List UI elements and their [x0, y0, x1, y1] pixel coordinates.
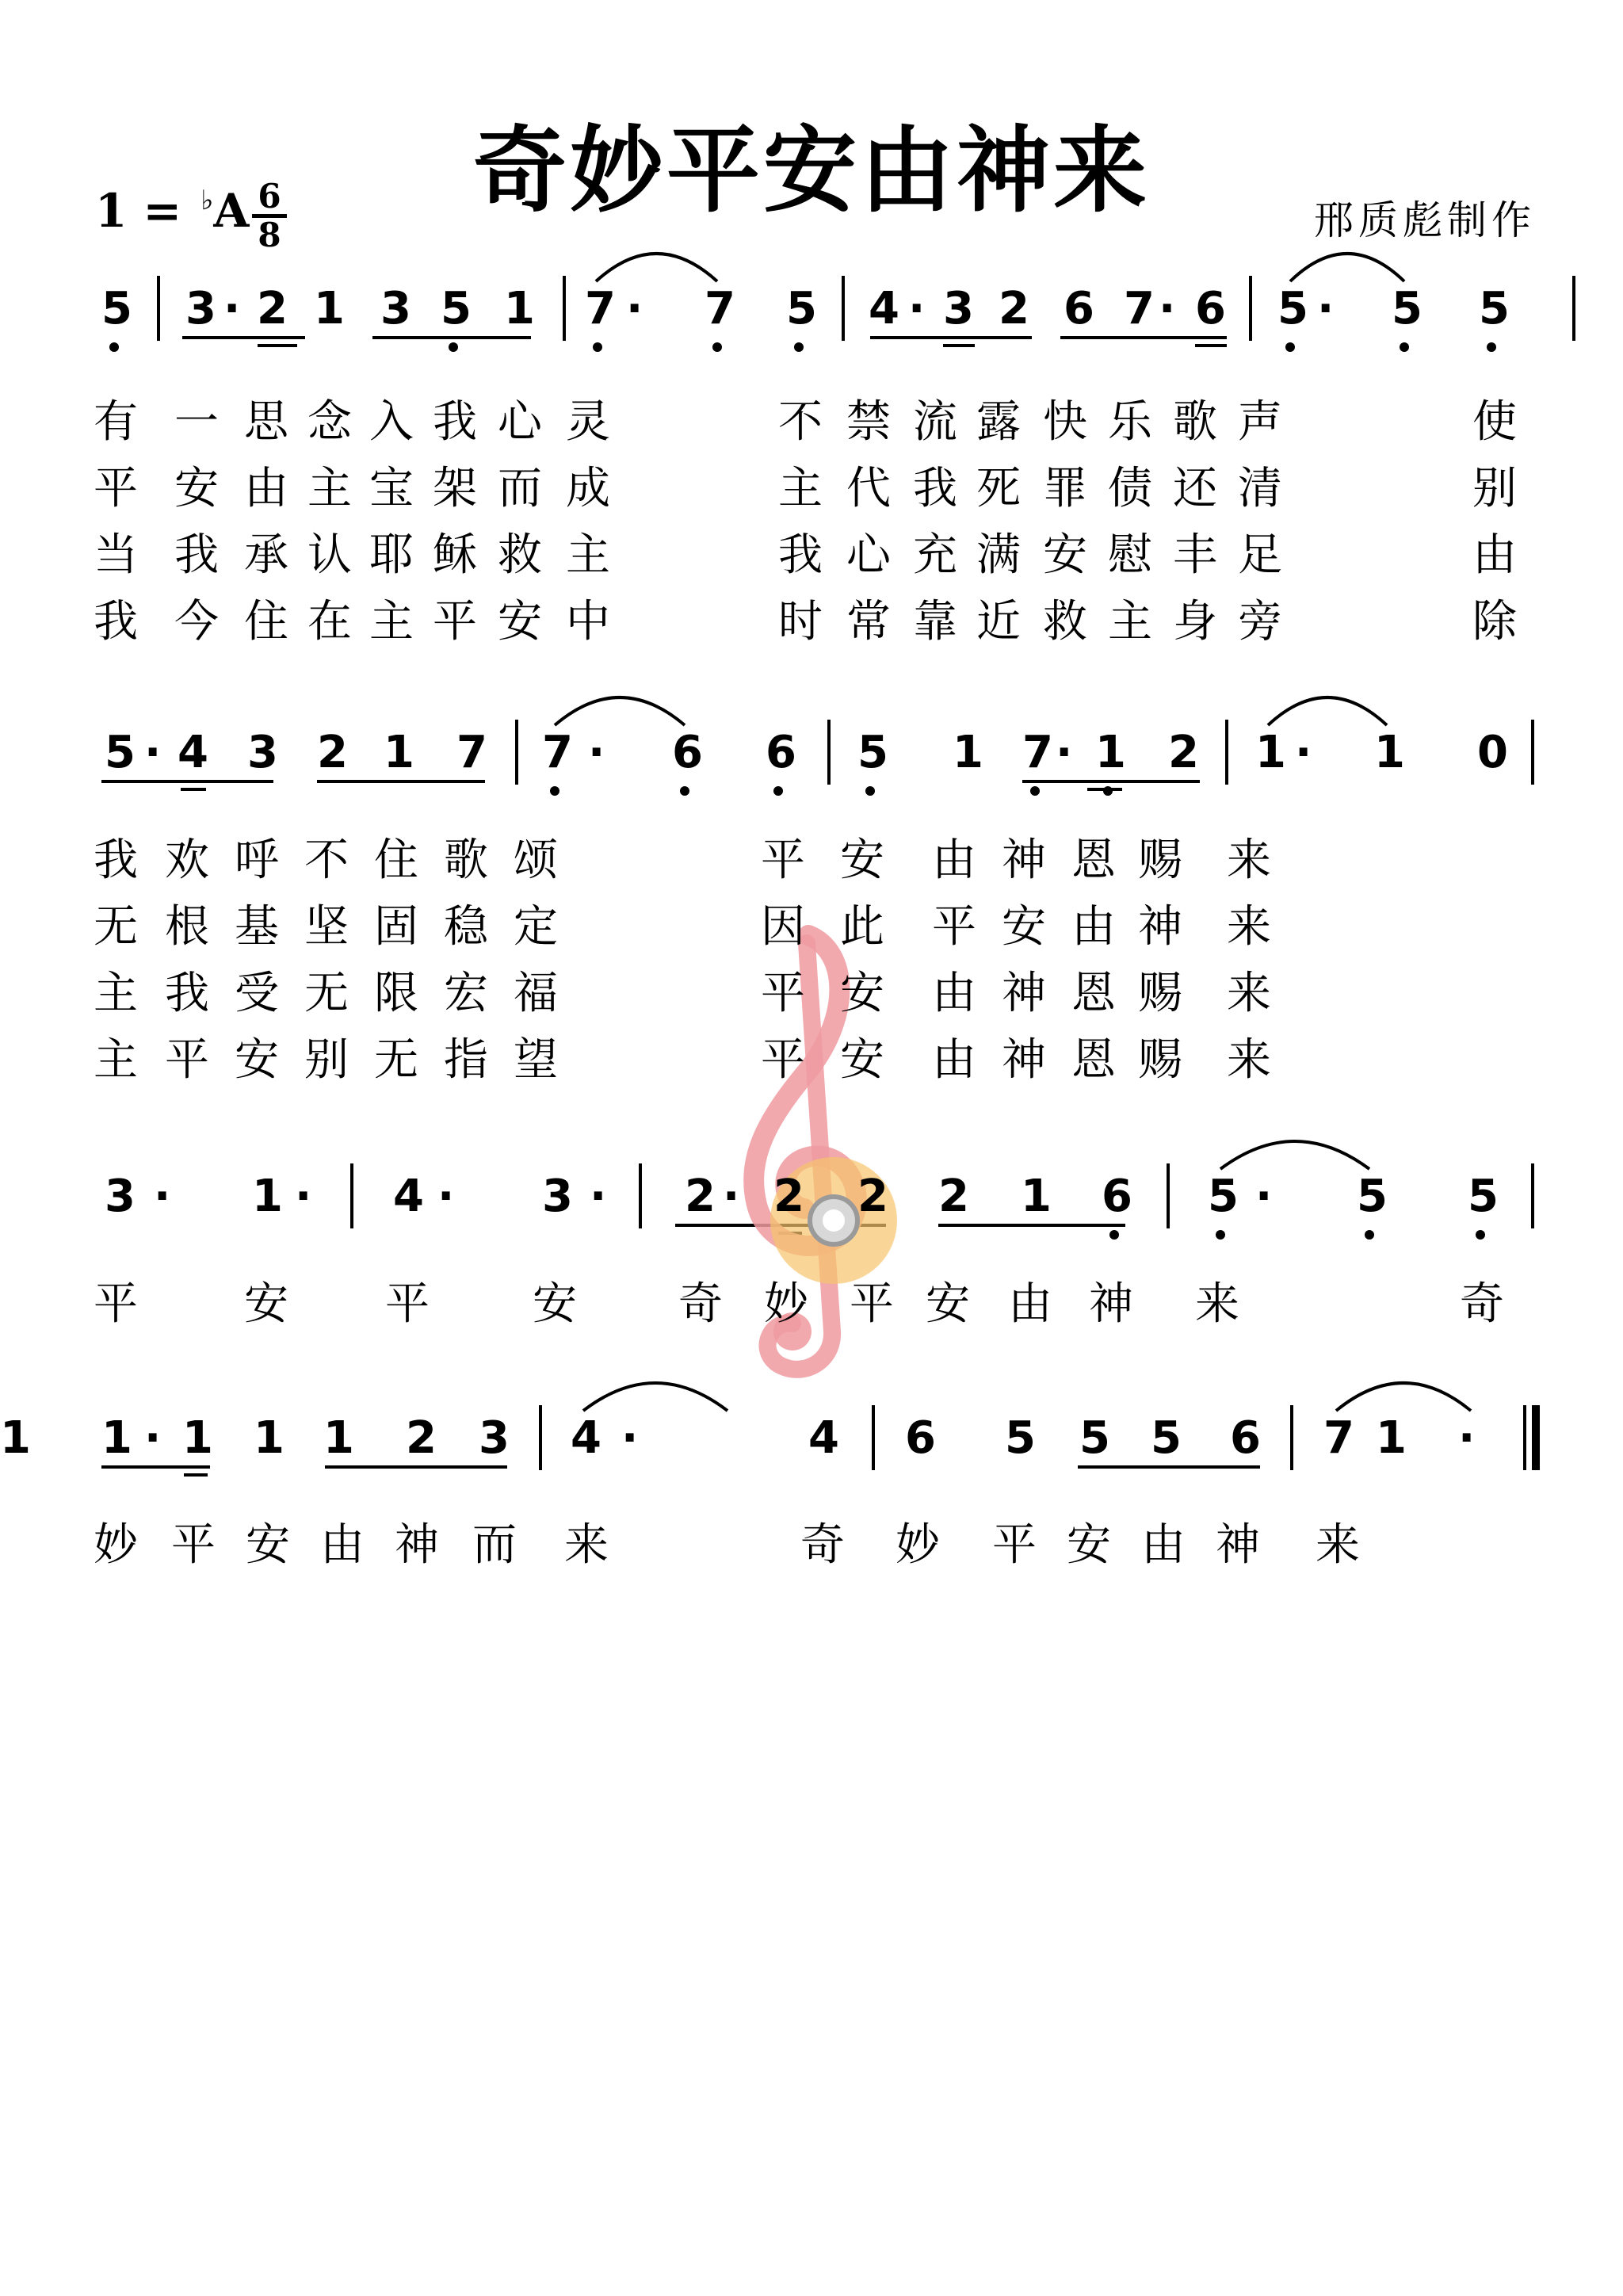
lyric-syllable: 妙 — [94, 1519, 138, 1571]
lyric-syllable: 流 — [913, 396, 957, 448]
duration-dot: · — [223, 283, 241, 334]
duration-dot: · — [144, 727, 162, 778]
lyric-syllable: 定 — [514, 901, 558, 953]
lyric-syllable: 我 — [94, 835, 138, 886]
low-octave-dot — [1400, 342, 1409, 352]
lyric-syllable: 死 — [976, 463, 1021, 514]
note-digit: 5 — [101, 283, 132, 334]
note-digit: 1 — [314, 283, 345, 334]
note-digit: 3 — [105, 1171, 136, 1222]
lyric-syllable: 平 — [992, 1519, 1037, 1571]
note-digit: 5 — [1005, 1412, 1036, 1464]
low-octave-dot — [550, 786, 559, 796]
low-octave-dot — [773, 786, 783, 796]
note-digit: 5 — [1357, 1171, 1388, 1222]
lyric-syllable: 住 — [244, 596, 288, 648]
lyric-syllable: 神 — [1089, 1278, 1133, 1330]
lyric-syllable: 心 — [498, 396, 542, 448]
lyric-syllable: 坚 — [304, 901, 349, 953]
lyric-syllable: 福 — [514, 968, 558, 1019]
lyric-syllable: 稳 — [444, 901, 488, 953]
lyric-syllable: 主 — [307, 463, 352, 514]
low-octave-dot — [712, 342, 722, 352]
note-digit: 5 — [1392, 283, 1423, 334]
lyric-syllable: 赐 — [1138, 968, 1182, 1019]
lyric-syllable: 安 — [235, 1034, 279, 1086]
note-digit: 1 — [182, 1412, 213, 1464]
lyric-syllable: 主 — [778, 463, 823, 514]
lyric-syllable: 此 — [840, 901, 884, 953]
note-digit: 5 — [1479, 283, 1510, 334]
lyric-syllable: 宝 — [369, 463, 414, 514]
note-digit: 4 — [571, 1412, 601, 1464]
note-digit: 3 — [479, 1412, 510, 1464]
lyric-syllable: 妙 — [896, 1519, 940, 1571]
note-digit: 1 — [252, 1171, 283, 1222]
lyric-syllable: 声 — [1238, 396, 1282, 448]
lyric-syllable: 恩 — [1071, 1034, 1116, 1086]
tie-arc — [1290, 254, 1404, 281]
low-octave-dot — [1285, 342, 1295, 352]
flat-sign: ♭ — [200, 185, 214, 216]
lyric-syllable: 由 — [1071, 901, 1116, 953]
lyric-syllable: 平 — [165, 1034, 209, 1086]
lyric-syllable: 救 — [1043, 596, 1087, 648]
note-digit: 1 — [1021, 1171, 1052, 1222]
lyric-syllable: 除 — [1472, 596, 1517, 648]
lyric-syllable: 无 — [374, 1034, 418, 1086]
note-digit: 4 — [393, 1171, 424, 1222]
note-digit: 6 — [905, 1412, 936, 1464]
duration-dot: · — [1255, 1171, 1273, 1222]
lyric-syllable: 来 — [564, 1519, 609, 1571]
lyric-syllable: 主 — [1108, 596, 1152, 648]
lyric-syllable: 神 — [1216, 1519, 1260, 1571]
note-digit: 1 — [101, 1412, 132, 1464]
lyric-syllable: 由 — [244, 463, 288, 514]
page-title: 奇妙平安由神来 — [472, 116, 1150, 225]
lyric-syllable: 神 — [1002, 968, 1046, 1019]
note-digit: 6 — [766, 727, 796, 778]
lyric-syllable: 主 — [94, 968, 138, 1019]
tie-arc — [1268, 697, 1387, 725]
lyric-syllable: 思 — [244, 396, 288, 448]
duration-dot: · — [144, 1412, 162, 1464]
lyric-syllable: 平 — [761, 1034, 805, 1086]
lyric-syllable: 我 — [174, 529, 219, 581]
note-digit: 1 — [323, 1412, 354, 1464]
lyric-syllable: 在 — [307, 596, 352, 648]
note-digit: 4 — [869, 283, 899, 334]
note-digit: 5 — [441, 283, 472, 334]
lyric-syllable: 而 — [472, 1519, 517, 1571]
tie-arc — [1220, 1141, 1369, 1169]
lyric-syllable: 禁 — [846, 396, 891, 448]
note-digit: 2 — [1168, 727, 1199, 778]
lyric-syllable: 受 — [235, 968, 279, 1019]
lyric-syllable: 固 — [374, 901, 418, 953]
note-digit: 7 — [705, 283, 735, 334]
note-digit: 2 — [773, 1171, 804, 1222]
lyric-syllable: 来 — [1227, 901, 1271, 953]
lyric-syllable: 歌 — [1173, 396, 1217, 448]
lyric-syllable: 来 — [1316, 1519, 1360, 1571]
lyric-syllable: 慰 — [1108, 529, 1152, 581]
lyric-syllable: 由 — [932, 1034, 976, 1086]
note-digit: 7 — [456, 727, 487, 778]
lyric-syllable: 念 — [307, 396, 352, 448]
lyric-syllable: 赐 — [1138, 1034, 1182, 1086]
lyric-syllable: 奇 — [1460, 1278, 1504, 1330]
lyric-syllable: 平 — [932, 901, 976, 953]
note-digit: 7 — [542, 727, 573, 778]
note-digit: 6 — [672, 727, 703, 778]
low-octave-dot — [1216, 1230, 1225, 1240]
lyric-syllable: 我 — [165, 968, 209, 1019]
note-digit: 7 — [585, 283, 616, 334]
time-signature-top: 6 — [258, 177, 281, 216]
note-digit: 2 — [406, 1412, 437, 1464]
lyric-syllable: 安 — [1067, 1519, 1111, 1571]
lyric-syllable: 稣 — [433, 529, 477, 581]
lyric-syllable: 恩 — [1071, 968, 1116, 1019]
lyric-syllable: 由 — [1472, 529, 1517, 581]
lyric-syllable: 来 — [1227, 1034, 1271, 1086]
note-digit: 1 — [1376, 1412, 1407, 1464]
lyric-syllable: 平 — [850, 1278, 894, 1330]
duration-dot: · — [590, 1171, 607, 1222]
lyric-syllable: 平 — [171, 1519, 216, 1571]
note-digit: 5 — [1079, 1412, 1110, 1464]
lyric-syllable: 还 — [1173, 463, 1217, 514]
lyric-syllable: 乐 — [1108, 396, 1152, 448]
tie-arc — [1336, 1383, 1471, 1411]
lyric-syllable: 因 — [761, 901, 805, 953]
duration-dot: · — [1295, 727, 1312, 778]
note-digit: 1 — [254, 1412, 285, 1464]
lyric-syllable: 歌 — [444, 835, 488, 886]
lyric-syllable: 安 — [840, 1034, 884, 1086]
lyric-syllable: 主 — [369, 596, 414, 648]
lyric-syllable: 使 — [1472, 396, 1517, 448]
lyric-syllable: 承 — [244, 529, 288, 581]
duration-dot: · — [588, 727, 605, 778]
lyric-syllable: 安 — [533, 1278, 577, 1330]
lyric-syllable: 中 — [566, 596, 610, 648]
low-octave-dot — [1487, 342, 1496, 352]
lyric-syllable: 安 — [244, 1278, 288, 1330]
low-octave-dot — [109, 342, 119, 352]
duration-dot: · — [1458, 1412, 1476, 1464]
lyric-syllable: 神 — [1002, 1034, 1046, 1086]
note-digit: 7 — [1124, 283, 1155, 334]
note-digit: 1 — [0, 1412, 31, 1464]
lyric-syllable: 平 — [433, 596, 477, 648]
lyric-syllable: 来 — [1195, 1278, 1239, 1330]
duration-dot: · — [437, 1171, 455, 1222]
duration-dot: · — [295, 1171, 312, 1222]
note-digit: 3 — [185, 283, 216, 334]
lyric-syllable: 安 — [840, 835, 884, 886]
note-digit: 3 — [380, 283, 411, 334]
lyric-syllable: 露 — [976, 396, 1021, 448]
lyric-syllable: 来 — [1227, 835, 1271, 886]
lyric-syllable: 成 — [566, 463, 610, 514]
note-digit: 5 — [1277, 283, 1308, 334]
low-octave-dot — [680, 786, 689, 796]
lyric-syllable: 平 — [94, 463, 138, 514]
lyric-syllable: 妙 — [764, 1278, 808, 1330]
lyric-syllable: 平 — [761, 968, 805, 1019]
lyric-syllable: 望 — [514, 1034, 558, 1086]
lyric-syllable: 旁 — [1238, 596, 1282, 648]
lyric-syllable: 救 — [498, 529, 542, 581]
note-digit: 5 — [786, 283, 817, 334]
note-digit: 5 — [857, 727, 888, 778]
lyric-syllable: 今 — [174, 596, 219, 648]
lyric-syllable: 充 — [913, 529, 957, 581]
lyric-syllable: 身 — [1173, 596, 1217, 648]
lyric-syllable: 住 — [374, 835, 418, 886]
note-digit: 1 — [504, 283, 535, 334]
lyric-syllable: 架 — [433, 463, 477, 514]
lyric-syllable: 来 — [1227, 968, 1271, 1019]
lyric-syllable: 颂 — [514, 835, 558, 886]
note-digit: 5 — [105, 727, 136, 778]
tie-arc — [555, 697, 685, 725]
tie-arc — [583, 1383, 727, 1411]
note-digit: 2 — [999, 283, 1029, 334]
lyric-syllable: 奇 — [678, 1278, 723, 1330]
lyric-syllable: 不 — [304, 835, 349, 886]
note-digit: 1 — [384, 727, 414, 778]
duration-dot: · — [621, 1412, 639, 1464]
lyric-syllable: 足 — [1238, 529, 1282, 581]
lyric-syllable: 欢 — [165, 835, 209, 886]
author-credit: 邢质彪制作 — [1314, 197, 1536, 243]
note-digit: 6 — [1102, 1171, 1132, 1222]
lyric-syllable: 清 — [1238, 463, 1282, 514]
lyric-syllable: 平 — [385, 1278, 430, 1330]
low-octave-dot — [1365, 1230, 1374, 1240]
duration-dot: · — [154, 1171, 171, 1222]
note-digit: 5 — [1208, 1171, 1239, 1222]
lyric-syllable: 赐 — [1138, 835, 1182, 886]
lyric-syllable: 由 — [932, 968, 976, 1019]
lyric-syllable: 我 — [433, 396, 477, 448]
note-digit: 7 — [1323, 1412, 1354, 1464]
lyric-syllable: 神 — [1138, 901, 1182, 953]
key-note: A — [213, 184, 250, 238]
lyric-syllable: 基 — [235, 901, 279, 953]
lyric-syllable: 债 — [1108, 463, 1152, 514]
note-digit: 2 — [938, 1171, 969, 1222]
low-octave-dot — [865, 786, 875, 796]
lyric-syllable: 耶 — [369, 529, 414, 581]
lyric-syllable: 由 — [1141, 1519, 1186, 1571]
note-digit: 5 — [1468, 1171, 1499, 1222]
lyric-syllable: 快 — [1043, 396, 1087, 448]
lyric-syllable: 罪 — [1043, 463, 1087, 514]
note-digit: 1 — [1255, 727, 1286, 778]
lyric-syllable: 由 — [932, 835, 976, 886]
lyric-syllable: 限 — [374, 968, 418, 1019]
time-signature-bottom: 8 — [258, 216, 281, 254]
note-digit: 4 — [178, 727, 208, 778]
lyric-syllable: 安 — [174, 463, 219, 514]
lyric-syllable: 别 — [304, 1034, 349, 1086]
lyric-syllable: 别 — [1472, 463, 1517, 514]
duration-dot: · — [723, 1171, 740, 1222]
lyric-syllable: 时 — [778, 596, 823, 648]
lyric-syllable: 满 — [976, 529, 1021, 581]
note-digit: 7 — [1022, 727, 1053, 778]
lyric-syllable: 近 — [976, 596, 1021, 648]
lyric-syllable: 灵 — [566, 396, 610, 448]
duration-dot: · — [1317, 283, 1335, 334]
lyric-syllable: 无 — [94, 901, 138, 953]
lyric-syllable: 安 — [926, 1278, 970, 1330]
note-digit: 4 — [808, 1412, 839, 1464]
lyric-syllable: 主 — [94, 1034, 138, 1086]
lyric-syllable: 我 — [94, 596, 138, 648]
lyric-syllable: 常 — [846, 596, 891, 648]
lyric-syllable: 主 — [566, 529, 610, 581]
lyric-syllable: 认 — [307, 529, 352, 581]
note-digit: 2 — [257, 283, 288, 334]
lyric-syllable: 有 — [94, 396, 138, 448]
lyric-syllable: 平 — [94, 1278, 138, 1330]
lyric-syllable: 安 — [1002, 901, 1046, 953]
note-digit: 1 — [1095, 727, 1126, 778]
lyric-syllable: 而 — [498, 463, 542, 514]
duration-dot: · — [626, 283, 643, 334]
note-digit: 0 — [1477, 727, 1508, 778]
lyric-syllable: 一 — [174, 396, 219, 448]
lyric-syllable: 不 — [778, 396, 823, 448]
lyric-syllable: 代 — [846, 463, 891, 514]
lyric-syllable: 安 — [840, 968, 884, 1019]
lyric-syllable: 无 — [304, 968, 349, 1019]
lyric-syllable: 神 — [1002, 835, 1046, 886]
note-digit: 3 — [943, 283, 974, 334]
note-digit: 6 — [1064, 283, 1094, 334]
lyric-syllable: 奇 — [800, 1519, 845, 1571]
note-digit: 3 — [247, 727, 278, 778]
lyric-syllable: 丰 — [1173, 529, 1217, 581]
note-digit: 2 — [317, 727, 348, 778]
lyric-syllable: 安 — [498, 596, 542, 648]
lyric-syllable: 由 — [320, 1519, 365, 1571]
key-prefix: 1 = — [95, 184, 198, 238]
note-digit: 3 — [542, 1171, 573, 1222]
duration-dot: · — [1056, 727, 1073, 778]
tie-arc — [596, 254, 717, 281]
note-digit: 2 — [685, 1171, 716, 1222]
low-octave-dot — [1030, 786, 1040, 796]
duration-dot: · — [1159, 283, 1176, 334]
lyric-syllable: 呼 — [235, 835, 279, 886]
lyric-syllable: 根 — [165, 901, 209, 953]
lyric-syllable: 指 — [444, 1034, 488, 1086]
duration-dot: · — [908, 283, 926, 334]
lyric-syllable: 靠 — [913, 596, 957, 648]
lyric-syllable: 我 — [913, 463, 957, 514]
lyric-syllable: 平 — [761, 835, 805, 886]
low-octave-dot — [449, 342, 458, 352]
lyric-syllable: 当 — [94, 529, 138, 581]
low-octave-dot — [794, 342, 804, 352]
low-octave-dot — [1109, 1230, 1119, 1240]
note-digit: 6 — [1195, 283, 1226, 334]
lyric-syllable: 心 — [846, 529, 891, 581]
lyric-syllable: 由 — [1008, 1278, 1052, 1330]
lyric-syllable: 宏 — [444, 968, 488, 1019]
note-digit: 5 — [1151, 1412, 1182, 1464]
lyric-syllable: 入 — [369, 396, 414, 448]
note-digit: 6 — [1230, 1412, 1261, 1464]
lyric-syllable: 安 — [1043, 529, 1087, 581]
lyric-syllable: 我 — [778, 529, 823, 581]
low-octave-dot — [593, 342, 602, 352]
note-digit: 1 — [1374, 727, 1405, 778]
lyric-syllable: 安 — [246, 1519, 290, 1571]
note-digit: 2 — [857, 1171, 888, 1222]
low-octave-dot — [1476, 1230, 1485, 1240]
lyric-syllable: 恩 — [1071, 835, 1116, 886]
lyric-syllable: 神 — [395, 1519, 439, 1571]
note-digit: 1 — [953, 727, 983, 778]
